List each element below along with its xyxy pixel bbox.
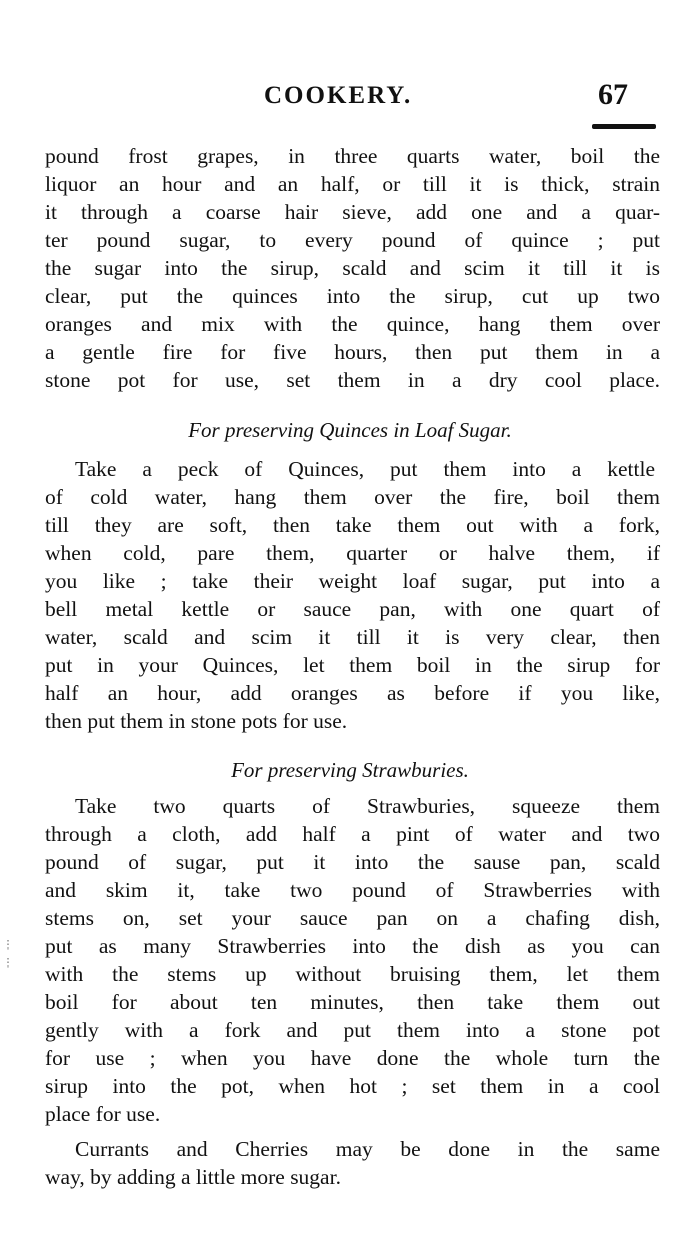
text-line: when cold, pare them, quarter or halve them, if	[45, 541, 660, 565]
text-line: stems on, set your sauce pan on a chafing dish,	[45, 906, 660, 930]
page-number: 67	[598, 78, 628, 111]
text-line: put in your Quinces, let them boil in the sirup for	[45, 653, 660, 677]
text-line: clear, put the quinces into the sirup, cut up two	[45, 284, 660, 308]
text-line: gently with a fork and put them into a stone pot	[45, 1018, 660, 1042]
text-line: then put them in stone pots for use.	[45, 709, 348, 733]
header-rule	[592, 124, 656, 129]
text-line: a gentle fire for five hours, then put them in a	[45, 340, 660, 364]
running-title: COOKERY.	[264, 82, 413, 109]
text-line: stone pot for use, set them in a dry cool place.	[45, 368, 660, 392]
text-line: pound of sugar, put it into the sause pan, scald	[45, 850, 660, 874]
running-head	[0, 78, 700, 118]
text-line: way, by adding a little more sugar.	[45, 1165, 341, 1189]
text-line: through a cloth, add half a pint of water and two	[45, 822, 660, 846]
text-line: with the stems up without bruising them, let them	[45, 962, 660, 986]
margin-ink-specks: : ' : '	[5, 937, 12, 975]
text-line: it through a coarse hair sieve, add one and a quar-	[45, 200, 660, 224]
text-line: put as many Strawberries into the dish as you can	[45, 934, 660, 958]
text-line: of cold water, hang them over the fire, boil them	[45, 485, 660, 509]
text-line: ter pound sugar, to every pound of quince ; put	[45, 228, 660, 252]
text-line: place for use.	[45, 1102, 161, 1126]
text-line: sirup into the pot, when hot ; set them in a cool	[45, 1074, 660, 1098]
text-line: bell metal kettle or sauce pan, with one quart of	[45, 597, 660, 621]
text-line: half an hour, add oranges as before if you like,	[45, 681, 660, 705]
text-line: liquor an hour and an half, or till it is thick, strain	[45, 172, 660, 196]
text-line: water, scald and scim it till it is very clear, then	[45, 625, 660, 649]
text-line: you like ; take their weight loaf sugar, put into a	[45, 569, 660, 593]
text-line: pound frost grapes, in three quarts water, boil the	[45, 144, 660, 168]
text-line: till they are soft, then take them out with a fork,	[45, 513, 660, 537]
text-line: and skim it, take two pound of Strawberries with	[45, 878, 660, 902]
text-line: oranges and mix with the quince, hang them over	[45, 312, 660, 336]
recipe-heading-quinces-loaf-sugar: For preserving Quinces in Loaf Sugar.	[188, 418, 512, 442]
text-line: boil for about ten minutes, then take them out	[45, 990, 660, 1014]
recipe-heading-strawburies: For preserving Strawburies.	[231, 758, 469, 782]
text-line: for use ; when you have done the whole turn the	[45, 1046, 660, 1070]
text-line: the sugar into the sirup, scald and scim it till it is	[45, 256, 660, 280]
text-line: Take a peck of Quinces, put them into a kettle	[75, 457, 655, 481]
text-line: Currants and Cherries may be done in the same	[75, 1137, 660, 1161]
text-line: Take two quarts of Strawburies, squeeze them	[75, 794, 660, 818]
